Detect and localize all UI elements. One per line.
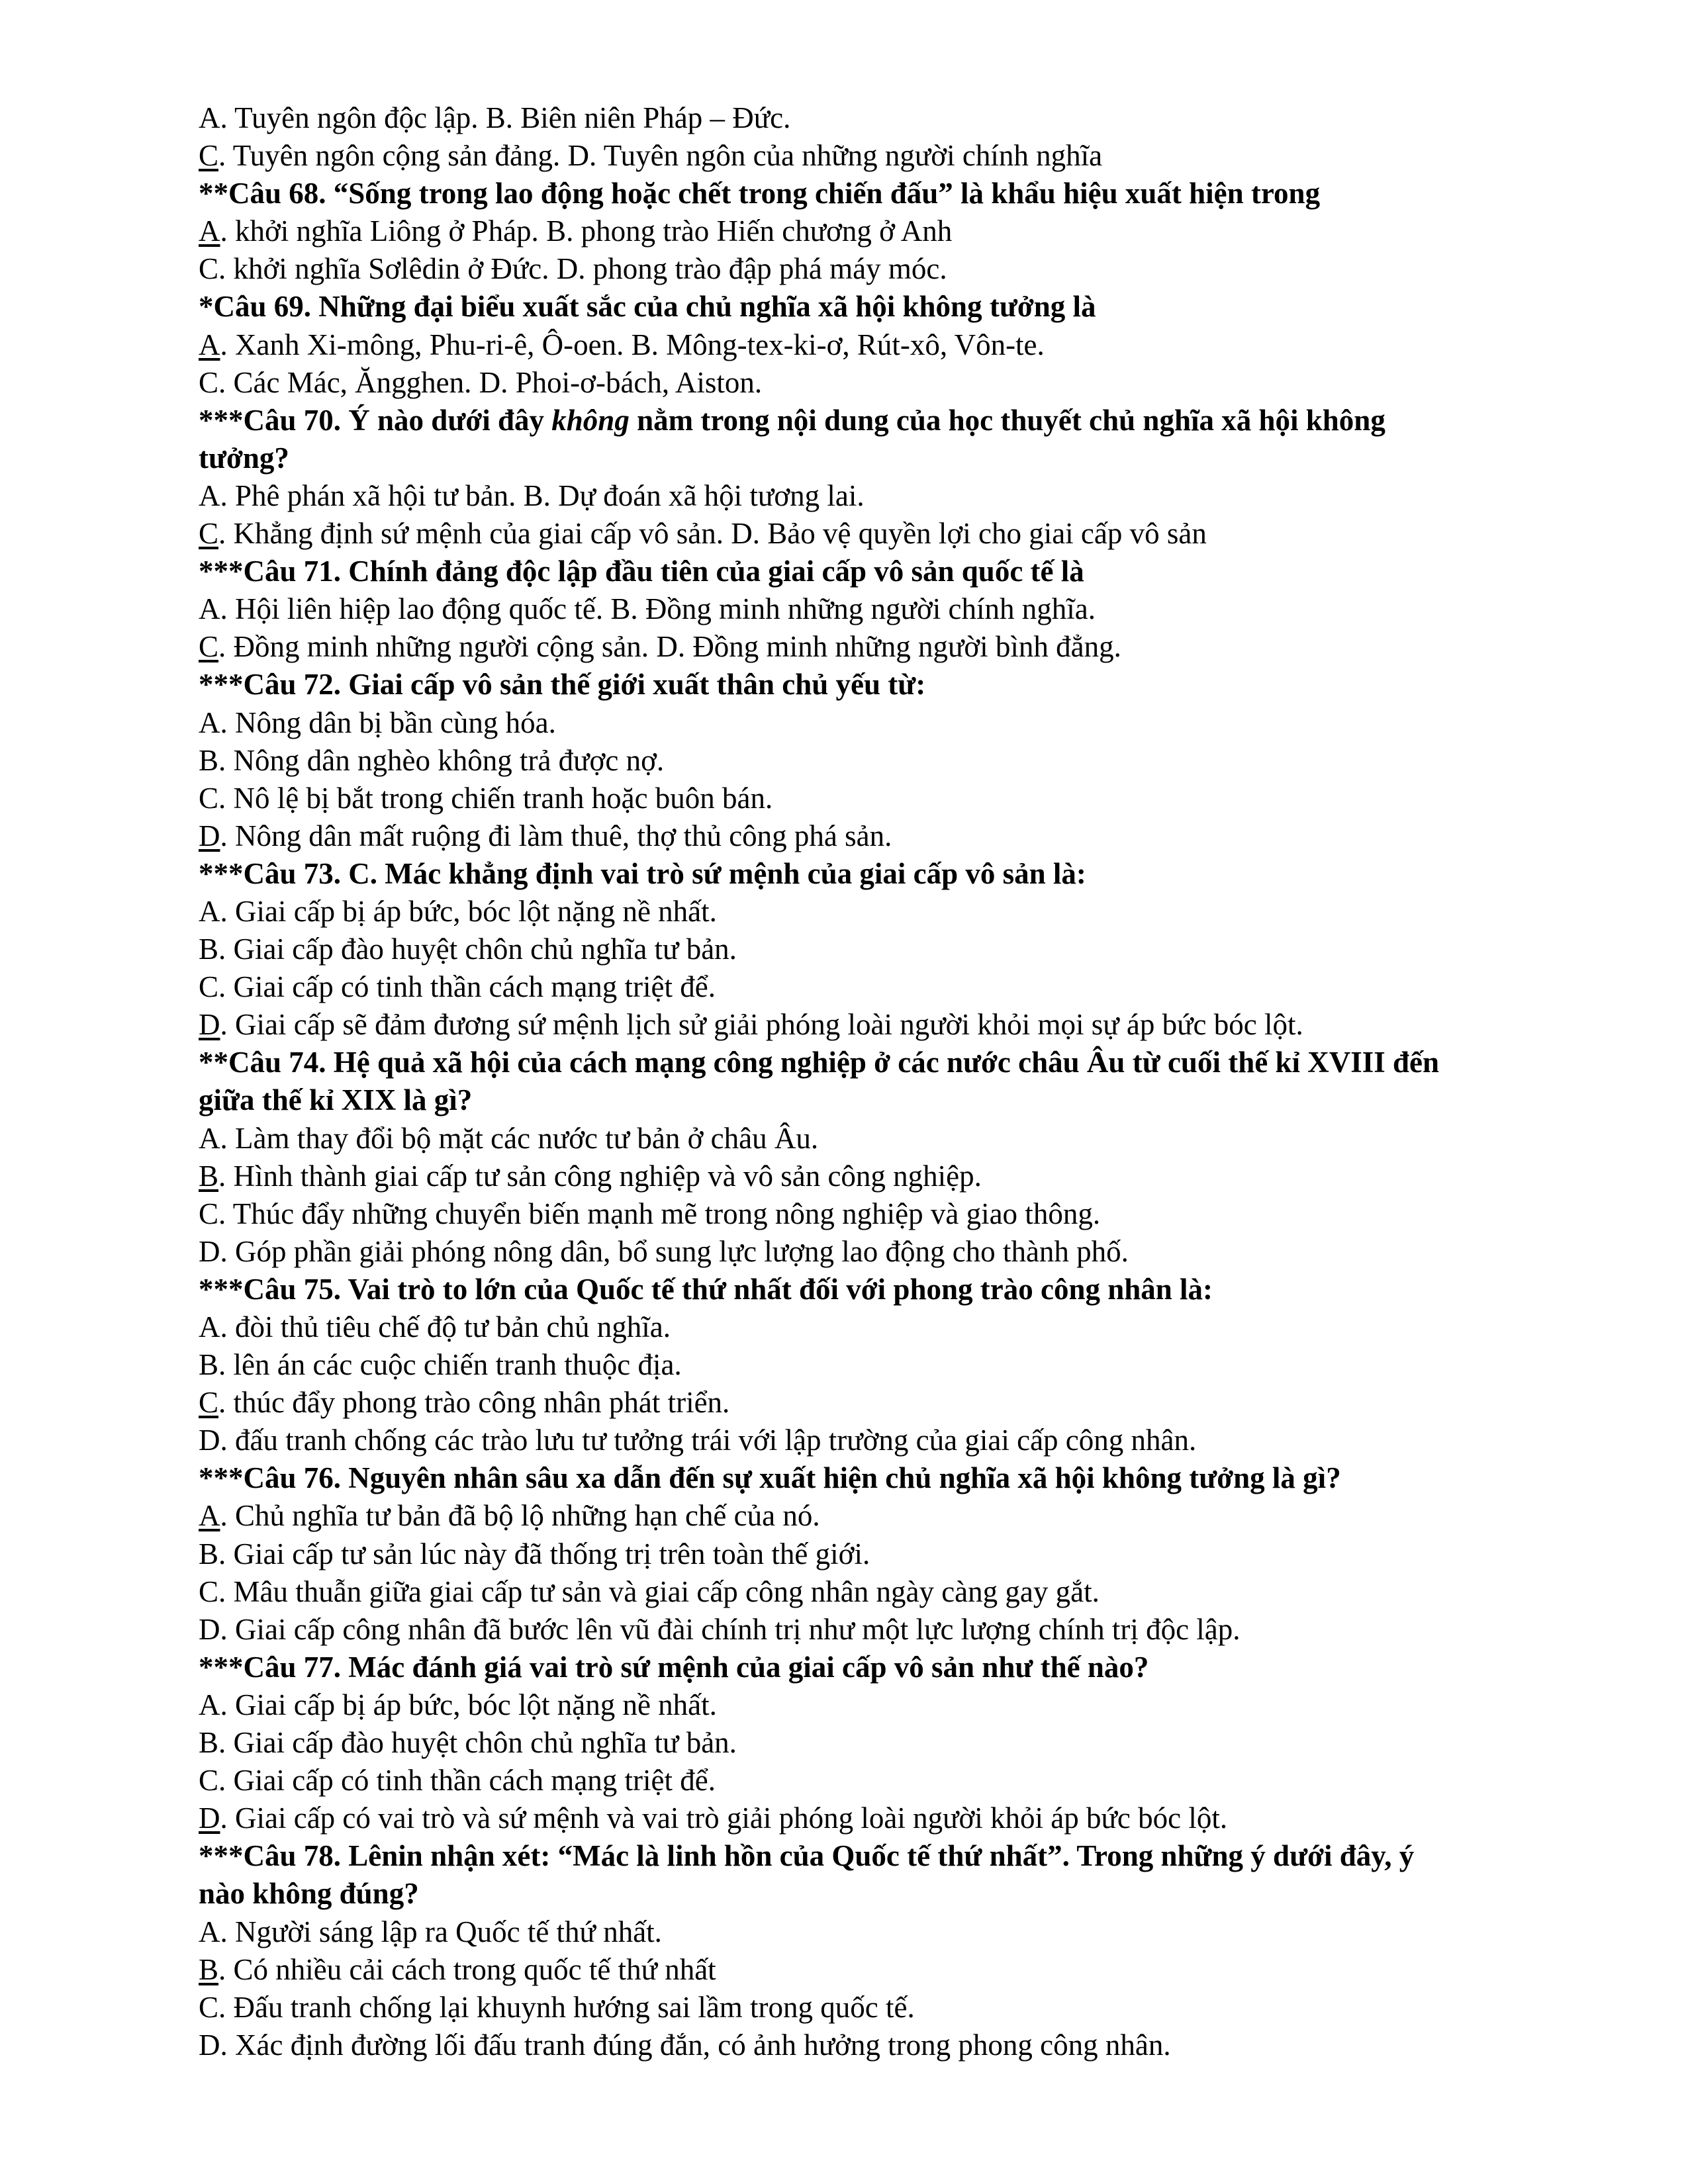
- option-a-answer: A. khởi nghĩa Liông ở Pháp.: [199, 214, 539, 248]
- option-c-answer: C. thúc đẩy phong trào công nhân phát triển.: [199, 1386, 730, 1420]
- option-c: C. Giai cấp có tinh thần cách mạng triệt để.: [199, 1764, 716, 1797]
- option-row: [199, 590, 1562, 628]
- option-a: A. Phê phán xã hội tư bản.: [199, 478, 516, 512]
- option-d: D. Góp phần giải phóng nông dân, bổ sung lực lượng lao động cho thành phố.: [199, 1234, 1129, 1268]
- question-75: ***Câu 75. Vai trò to lớn của Quốc tế thứ nhất đối với phong trào công nhân là:: [199, 1272, 1213, 1306]
- option-b: B. Giai cấp đào huyệt chôn chủ nghĩa tư bản.: [199, 933, 737, 966]
- option-c-answer: C. Khẳng định sứ mệnh của giai cấp vô sản.: [199, 517, 724, 551]
- question-76: ***Câu 76. Nguyên nhân sâu xa dẫn đến sự xuất hiện chủ nghĩa xã hội không tưởng là gì?: [199, 1461, 1341, 1495]
- option-row: [199, 250, 1562, 288]
- option-b: B. Đồng minh những người chính nghĩa.: [610, 592, 1096, 626]
- option-b: B. Giai cấp đào huyệt chôn chủ nghĩa tư bản.: [199, 1726, 737, 1760]
- option-b-answer: B. Hình thành giai cấp tư sản công nghiệp và vô sản công nghiệp.: [199, 1159, 982, 1193]
- option-c: C. Giai cấp có tinh thần cách mạng triệt để.: [199, 970, 716, 1004]
- option-d: D. Tuyên ngôn của những người chính nghĩa: [567, 139, 1103, 173]
- option-row: [199, 477, 1562, 515]
- option-a: A. Nông dân bị bần cùng hóa.: [199, 705, 556, 739]
- option-a: A. Người sáng lập ra Quốc tế thứ nhất.: [199, 1915, 662, 1948]
- option-b: B. Biên niên Pháp – Đức.: [485, 101, 791, 134]
- option-d: D. đấu tranh chống các trào lưu tư tưởng trái với lập trường của giai cấp công nhân.: [199, 1424, 1197, 1457]
- option-row: [199, 628, 1562, 666]
- emphasis-khong: không: [551, 403, 630, 437]
- option-row: [199, 212, 1562, 250]
- option-c-answer: C. Tuyên ngôn cộng sản đảng.: [199, 139, 561, 173]
- option-d-answer: D. Nông dân mất ruộng đi làm thuê, thợ thủ công phá sản.: [199, 819, 892, 852]
- option-row: [199, 326, 1562, 364]
- question-73: ***Câu 73. C. Mác khẳng định vai trò sứ mệnh của giai cấp vô sản là:: [199, 856, 1086, 890]
- option-d: D. Đồng minh những người bình đẳng.: [656, 630, 1121, 664]
- question-74: **Câu 74. Hệ quả xã hội của cách mạng công nghiệp ở các nước châu Âu từ cuối thế kỉ XVIII đến: [199, 1046, 1440, 1079]
- option-a: A. đòi thủ tiêu chế độ tư bản chủ nghĩa.: [199, 1310, 671, 1343]
- option-a: A. Hội liên hiệp lao động quốc tế.: [199, 592, 604, 626]
- option-a-answer: A. Xanh Xi-mông, Phu-ri-ê, Ô-oen.: [199, 328, 624, 361]
- option-c: C. Các Mác, Ăngghen.: [199, 365, 472, 399]
- question-77: ***Câu 77. Mác đánh giá vai trò sứ mệnh của giai cấp vô sản như thế nào?: [199, 1650, 1149, 1684]
- option-c: C. Đấu tranh chống lại khuynh hướng sai lầm trong quốc tế.: [199, 1990, 915, 2024]
- question-78-cont: nào không đúng?: [199, 1877, 419, 1911]
- question-74-cont: giữa thế kỉ XIX là gì?: [199, 1083, 473, 1117]
- option-a: A. Giai cấp bị áp bức, bóc lột nặng nề nhất.: [199, 1688, 717, 1721]
- option-b: B. lên án các cuộc chiến tranh thuộc địa.: [199, 1348, 682, 1382]
- option-d-answer: D. Giai cấp có vai trò và sứ mệnh và vai trò giải phóng loài người khỏi áp bức bóc lột.: [199, 1801, 1228, 1835]
- option-b: B. Mông-tex-ki-ơ, Rút-xô, Vôn-te.: [631, 328, 1045, 361]
- option-a-answer: A. Chủ nghĩa tư bản đã bộ lộ những hạn chế của nó.: [199, 1499, 820, 1533]
- option-d-answer: D. Giai cấp sẽ đảm đương sứ mệnh lịch sử giải phóng loài người khỏi mọi sự áp bức bóc lột.: [199, 1008, 1303, 1042]
- option-row: [199, 99, 1562, 137]
- question-71: ***Câu 71. Chính đảng độc lập đầu tiên của giai cấp vô sản quốc tế là: [199, 555, 1084, 588]
- option-b: B. Nông dân nghèo không trả được nợ.: [199, 743, 665, 777]
- option-row: [199, 364, 1562, 402]
- option-a: A. Làm thay đổi bộ mặt các nước tư bản ở châu Âu.: [199, 1121, 819, 1155]
- document-page: [199, 99, 1562, 2064]
- option-b-answer: B. Có nhiều cải cách trong quốc tế thứ nhất: [199, 1952, 716, 1986]
- option-d: D. Xác định đường lối đấu tranh đúng đắn, có ảnh hưởng trong phong công nhân.: [199, 2028, 1171, 2062]
- option-d: D. Phoi-ơ-bách, Aiston.: [479, 365, 763, 399]
- option-c-answer: C. Đồng minh những người cộng sản.: [199, 630, 649, 664]
- option-c: C. Nô lệ bị bắt trong chiến tranh hoặc buôn bán.: [199, 781, 773, 815]
- option-c: C. Mâu thuẫn giữa giai cấp tư sản và giai cấp công nhân ngày càng gay gắt.: [199, 1574, 1100, 1608]
- option-a: A. Tuyên ngôn độc lập.: [199, 101, 479, 134]
- question-68: **Câu 68. “Sống trong lao động hoặc chết trong chiến đấu” là khẩu hiệu xuất hiện trong: [199, 177, 1321, 210]
- question-69: *Câu 69. Những đại biểu xuất sắc của chủ nghĩa xã hội không tưởng là: [199, 290, 1096, 324]
- option-b: B. Giai cấp tư sản lúc này đã thống trị trên toàn thế giới.: [199, 1537, 870, 1570]
- option-d: D. Giai cấp công nhân đã bước lên vũ đài chính trị như một lực lượng chính trị độc lập.: [199, 1612, 1241, 1646]
- question-78: ***Câu 78. Lênin nhận xét: “Mác là linh hồn của Quốc tế thứ nhất”. Trong những ý dưới đây, ý: [199, 1839, 1415, 1873]
- option-d: D. phong trào đập phá máy móc.: [556, 252, 947, 286]
- option-c: C. khởi nghĩa Sơlêdin ở Đức.: [199, 252, 549, 286]
- option-b: B. Dự đoán xã hội tương lai.: [523, 478, 865, 512]
- option-b: B. phong trào Hiến chương ở Anh: [546, 214, 953, 248]
- option-c: C. Thúc đẩy những chuyển biến mạnh mẽ trong nông nghiệp và giao thông.: [199, 1197, 1101, 1230]
- option-d: D. Bảo vệ quyền lợi cho giai cấp vô sản: [731, 517, 1207, 551]
- option-row: [199, 515, 1562, 553]
- question-70-cont: tưởng?: [199, 441, 289, 475]
- question-72: ***Câu 72. Giai cấp vô sản thế giới xuất thân chủ yếu từ:: [199, 668, 926, 702]
- question-70: ***Câu 70. Ý nào dưới đây không nằm trong nội dung của học thuyết chủ nghĩa xã hội không: [199, 403, 1385, 437]
- option-row: [199, 137, 1562, 175]
- option-a: A. Giai cấp bị áp bức, bóc lột nặng nề nhất.: [199, 894, 717, 928]
